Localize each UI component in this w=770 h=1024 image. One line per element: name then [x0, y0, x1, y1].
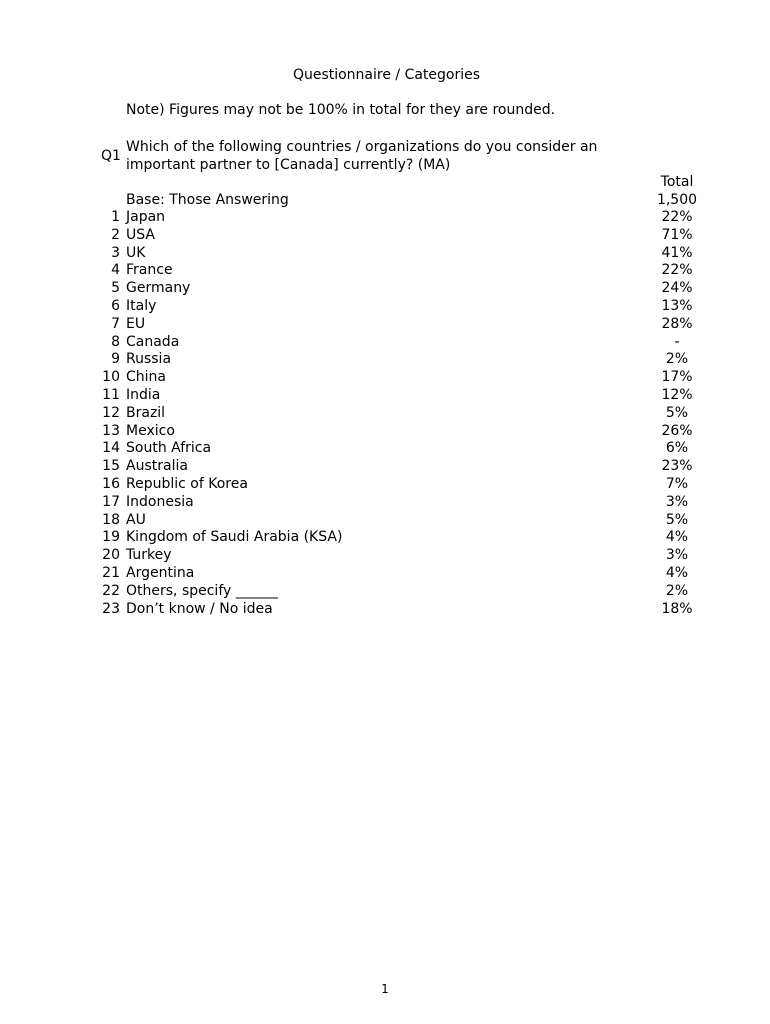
row-value: 71% — [661, 226, 693, 243]
row-label: USA — [126, 226, 155, 243]
base-label: Base: Those Answering — [126, 192, 289, 208]
row-value: 24% — [661, 280, 693, 297]
row-value: 23% — [661, 458, 693, 475]
row-number: 4 — [111, 262, 120, 279]
row-label: Argentina — [126, 564, 195, 581]
table-row — [90, 369, 750, 387]
table-row — [90, 405, 750, 423]
row-value: 5% — [665, 404, 689, 421]
row-value: 2% — [665, 582, 689, 599]
row-label: Republic of Korea — [126, 475, 248, 492]
row-value: 6% — [665, 440, 689, 457]
response-table — [90, 209, 750, 618]
row-value: 5% — [665, 511, 689, 528]
row-label: France — [126, 262, 173, 279]
row-label: South Africa — [126, 440, 212, 457]
row-number: 3 — [111, 244, 120, 261]
row-label: Others, specify ______ — [126, 582, 278, 599]
rounding-note: Note) Figures may not be 100% in total for they are rounded. — [126, 102, 556, 118]
row-label: Italy — [126, 297, 157, 314]
table-row — [90, 512, 750, 530]
question-number: Q1 — [101, 148, 121, 164]
table-row — [90, 209, 750, 227]
total-column-header: Total — [660, 174, 694, 190]
row-label: Kingdom of Saudi Arabia (KSA) — [126, 529, 343, 546]
table-row — [90, 316, 750, 334]
question-text: Which of the following countries / organizations do you consider an important partner to [Canada] currently? (MA) — [126, 139, 598, 173]
row-label: Japan — [126, 209, 166, 225]
row-value: 22% — [661, 262, 693, 279]
row-label: Don’t know / No idea — [126, 600, 273, 617]
row-number: 9 — [111, 351, 120, 368]
table-row — [90, 565, 750, 583]
row-value: 28% — [661, 315, 693, 332]
row-number: 21 — [102, 564, 120, 581]
row-value: - — [674, 333, 680, 350]
row-number: 13 — [102, 422, 120, 439]
row-label: Germany — [126, 280, 191, 297]
row-value: 4% — [665, 564, 689, 581]
row-number: 5 — [111, 280, 120, 297]
base-value: 1,500 — [656, 192, 698, 208]
row-value: 18% — [661, 600, 693, 617]
table-row — [90, 298, 750, 316]
row-number: 14 — [102, 440, 120, 457]
row-label: China — [126, 369, 166, 386]
row-label: Mexico — [126, 422, 175, 439]
table-row — [90, 529, 750, 547]
row-label: AU — [126, 511, 146, 528]
row-number: 7 — [111, 315, 120, 332]
row-number: 12 — [102, 404, 120, 421]
row-value: 41% — [661, 244, 693, 261]
row-value: 3% — [665, 547, 689, 564]
row-value: 22% — [661, 209, 693, 225]
table-row — [90, 351, 750, 369]
row-label: EU — [126, 315, 146, 332]
row-number: 2 — [111, 226, 120, 243]
page-title: Questionnaire / Categories — [292, 67, 481, 83]
row-value: 13% — [661, 297, 693, 314]
row-value: 4% — [665, 529, 689, 546]
row-label: Russia — [126, 351, 172, 368]
row-number: 17 — [102, 493, 120, 510]
row-number: 22 — [102, 582, 120, 599]
table-row — [90, 387, 750, 405]
row-label: Australia — [126, 458, 188, 475]
row-number: 23 — [102, 600, 120, 617]
row-number: 16 — [102, 475, 120, 492]
table-row — [90, 583, 750, 601]
table-row — [90, 601, 750, 619]
row-number: 10 — [102, 369, 120, 386]
row-value: 17% — [661, 369, 693, 386]
row-number: 20 — [102, 547, 120, 564]
row-number: 15 — [102, 458, 120, 475]
row-number: 1 — [111, 209, 120, 225]
row-number: 6 — [111, 297, 120, 314]
page-number: 1 — [381, 982, 389, 996]
row-number: 19 — [102, 529, 120, 546]
table-row — [90, 245, 750, 263]
row-label: Turkey — [126, 547, 172, 564]
table-row — [90, 280, 750, 298]
table-row — [90, 547, 750, 565]
row-value: 3% — [665, 493, 689, 510]
row-label: Brazil — [126, 404, 166, 421]
table-row — [90, 227, 750, 245]
row-number: 8 — [111, 333, 120, 350]
row-value: 12% — [661, 386, 693, 403]
row-label: Canada — [126, 333, 180, 350]
table-row — [90, 494, 750, 512]
row-label: Indonesia — [126, 493, 194, 510]
row-label: India — [126, 386, 161, 403]
table-row — [90, 476, 750, 494]
row-number: 18 — [102, 511, 120, 528]
row-value: 2% — [665, 351, 689, 368]
row-value: 7% — [665, 475, 689, 492]
row-label: UK — [126, 244, 146, 261]
table-row — [90, 423, 750, 441]
row-number: 11 — [102, 386, 120, 403]
table-row — [90, 334, 750, 352]
table-row — [90, 458, 750, 476]
table-row — [90, 440, 750, 458]
table-row — [90, 262, 750, 280]
row-value: 26% — [661, 422, 693, 439]
